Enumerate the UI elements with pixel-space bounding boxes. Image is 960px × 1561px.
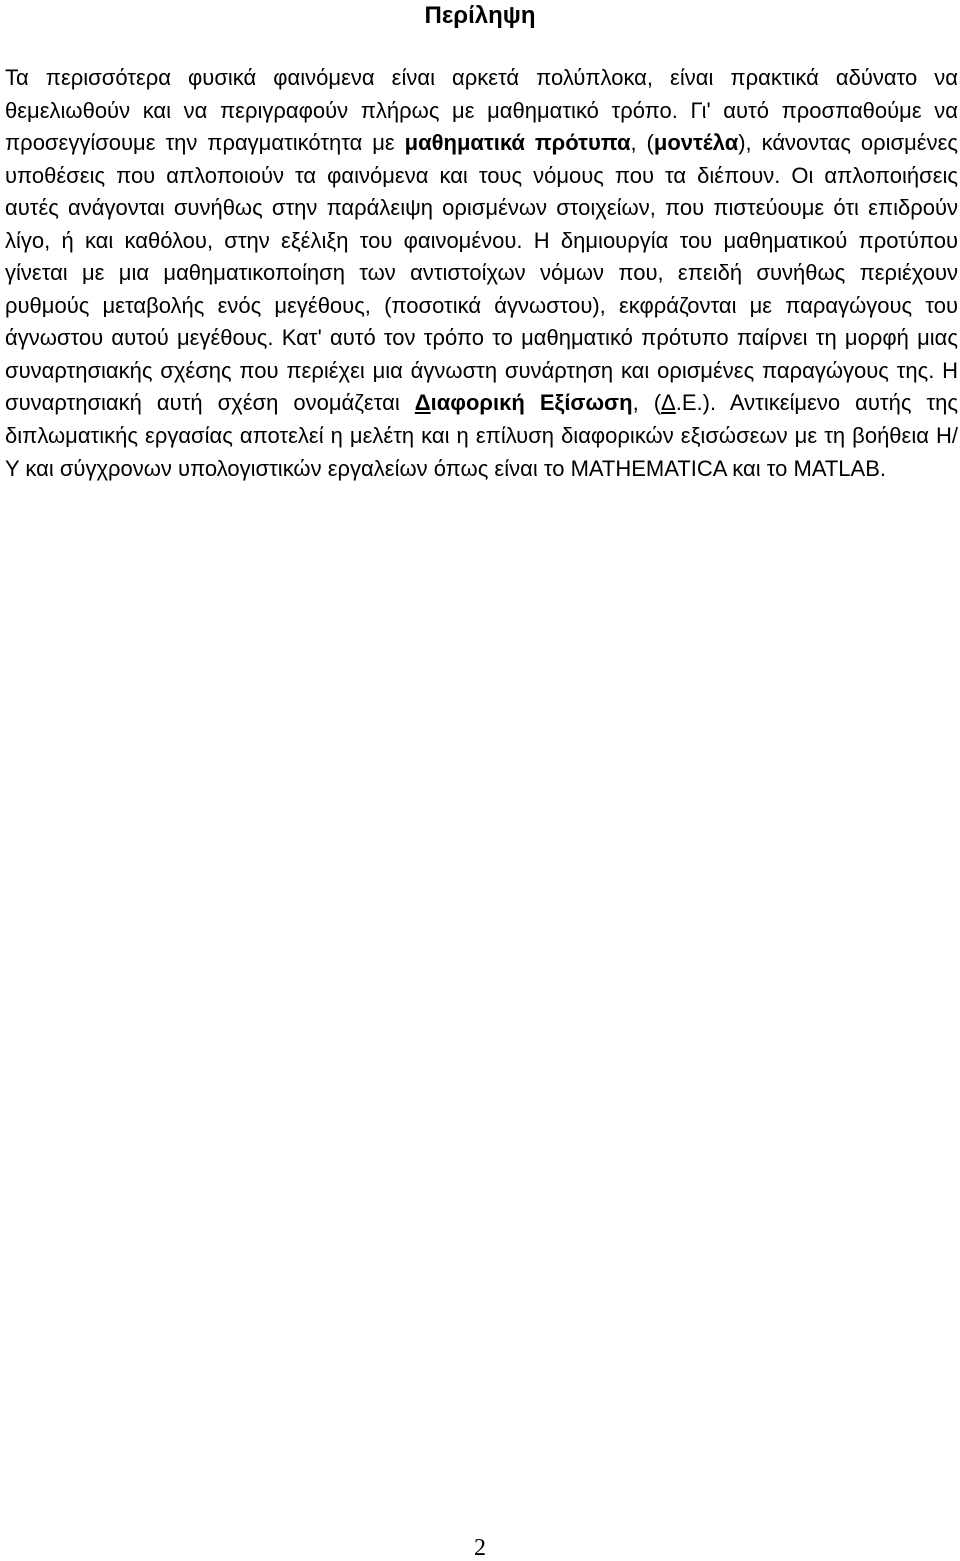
abstract-text-1: Τα περισσότερα φυσικά φαινόμενα είναι αρκετά πολύπλοκα, είναι πρακτικά αδύνατο να θεμελιωθούν και να περιγραφούν πλήρως με μαθηματικό τρόπο. Γι' αυτό προσπαθούμε να προσεγγίσουμε την πραγματικότητα με xyxy=(5,65,958,156)
abstract-paragraph xyxy=(5,62,958,485)
abstract-text-4: , ( xyxy=(632,390,662,416)
abstract-text-3: ), κάνοντας ορισμένες υποθέσεις που απλοποιούν τα φαινόμενα και τους νόμους που τα διέπουν. Οι απλοποιήσεις αυτές ανάγονται συνήθως στην παράλειψη ορισμένων στοιχείων, που πιστεύουμε ότι επιδρούν λίγο, ή και καθόλου, στην εξέλιξη του φαινομένου. Η δημιουργία του μαθηματικού προτύπου γίνεται με μια μαθηματικοποίηση των αντιστοίχων νόμων που, επειδή συνήθως περιέχουν ρυθμούς μεταβολής ενός μεγέθους, (ποσοτικά άγνωστου), εκφράζονται με παραγώγους του άγνωστου αυτού μεγέθους. Κατ' αυτό τον τρόπο το μαθηματικό πρότυπο παίρνει τη μορφή μιας συναρτησιακής σχέσης που περιέχει μια άγνωστη συνάρτηση και ορισμένες παραγώγους της. Η συναρτησιακή αυτή σχέση ονομάζεται xyxy=(5,130,958,416)
abstract-text-2: , ( xyxy=(630,130,654,156)
page-title: Περίληψη xyxy=(424,2,536,29)
abbreviation-initial: Δ xyxy=(661,390,676,416)
page-number: 2 xyxy=(474,1535,486,1561)
term-differential-equation-rest: ιαφορική Εξίσωση xyxy=(430,390,633,416)
term-differential-equation xyxy=(415,390,633,415)
term-mathematical-models: μαθηματικά πρότυπα xyxy=(404,130,631,156)
term-differential-equation-initial: Δ xyxy=(414,390,431,416)
abstract-text-5: .Ε.). Αντικείμενο αυτής της διπλωματικής εργασίας αποτελεί η μελέτη και η επίλυση διαφορικών εξισώσεων με τη βοήθεια Η/Υ και σύγχρονων υπολογιστικών εργαλείων όπως είναι το MATHEMATICA και το MATLAB. xyxy=(5,390,959,481)
term-models: μοντέλα xyxy=(653,130,739,156)
